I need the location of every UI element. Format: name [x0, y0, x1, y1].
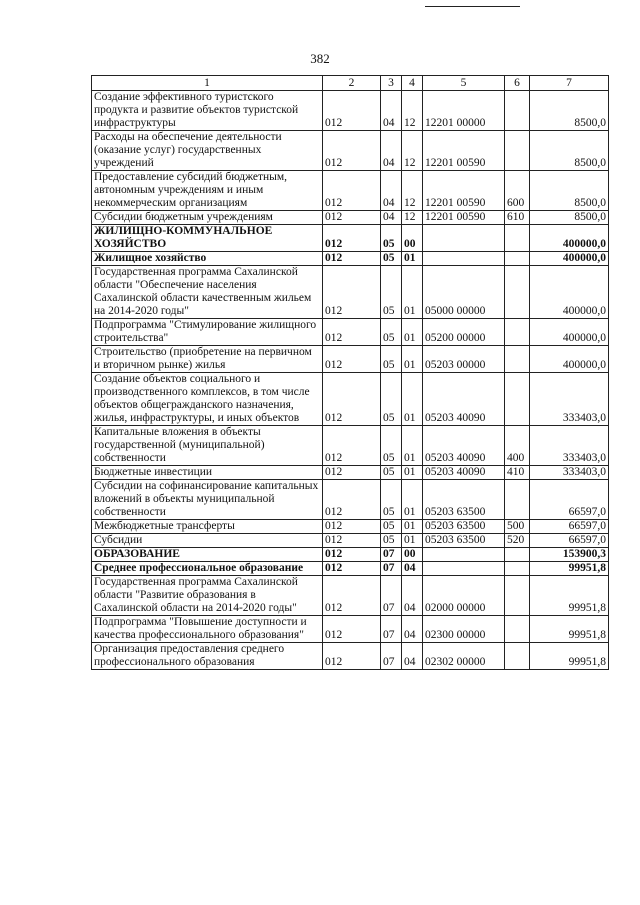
subsection-code-cell: 01 — [402, 319, 423, 346]
section-code-cell: 05 — [381, 225, 402, 252]
target-article-cell: 12201 00000 — [423, 91, 505, 131]
budget-table — [91, 75, 609, 670]
item-name-cell: Создание объектов социального и производственного комплексов, в том числе объектов общегражданского назначения, жилья, инфраструктуры, и иных объектов — [92, 373, 323, 426]
amount-cell: 99951,8 — [530, 616, 609, 643]
section-code-cell: 05 — [381, 346, 402, 373]
section-code-cell: 05 — [381, 319, 402, 346]
item-name-cell: ЖИЛИЩНО-КОММУНАЛЬНОЕ ХОЗЯЙСТВО — [92, 225, 323, 252]
subsection-code-cell: 01 — [402, 466, 423, 480]
item-name-cell: Капитальные вложения в объекты государственной (муниципальной) собственности — [92, 426, 323, 466]
expense-type-cell — [505, 91, 530, 131]
ministry-code-cell: 012 — [323, 319, 381, 346]
table-row — [92, 131, 609, 171]
section-code-cell: 05 — [381, 520, 402, 534]
expense-type-cell: 520 — [505, 534, 530, 548]
target-article-cell: 05203 40090 — [423, 426, 505, 466]
expense-type-cell — [505, 616, 530, 643]
section-code-cell: 05 — [381, 534, 402, 548]
target-article-cell: 12201 00590 — [423, 171, 505, 211]
table-row — [92, 91, 609, 131]
ministry-code-cell: 012 — [323, 520, 381, 534]
header-cell: 7 — [530, 76, 609, 91]
amount-cell: 333403,0 — [530, 426, 609, 466]
section-code-cell: 04 — [381, 171, 402, 211]
table-row — [92, 426, 609, 466]
table-row — [92, 346, 609, 373]
page-number: 382 — [310, 51, 330, 66]
amount-cell: 400000,0 — [530, 266, 609, 319]
table-row — [92, 466, 609, 480]
section-code-cell: 07 — [381, 616, 402, 643]
target-article-cell: 12201 00590 — [423, 211, 505, 225]
subsection-code-cell: 01 — [402, 520, 423, 534]
ministry-code-cell: 012 — [323, 91, 381, 131]
amount-cell: 400000,0 — [530, 346, 609, 373]
item-name-cell: Расходы на обеспечение деятельности (оказание услуг) государственных учреждений — [92, 131, 323, 171]
subsection-code-cell: 12 — [402, 211, 423, 225]
target-article-cell: 05203 63500 — [423, 520, 505, 534]
target-article-cell — [423, 225, 505, 252]
amount-cell: 153900,3 — [530, 548, 609, 562]
subsection-code-cell: 12 — [402, 131, 423, 171]
item-name-cell: Организация предоставления среднего профессионального образования — [92, 643, 323, 670]
item-name-cell: Подпрограмма "Повышение доступности и качества профессионального образования" — [92, 616, 323, 643]
table-row — [92, 643, 609, 670]
item-name-cell: Предоставление субсидий бюджетным, автономным учреждениям и иным некоммерческим организациям — [92, 171, 323, 211]
subsection-code-cell: 01 — [402, 252, 423, 266]
ministry-code-cell: 012 — [323, 534, 381, 548]
expense-type-cell — [505, 346, 530, 373]
expense-type-cell — [505, 576, 530, 616]
subsection-code-cell: 01 — [402, 346, 423, 373]
amount-cell: 333403,0 — [530, 373, 609, 426]
subsection-code-cell: 00 — [402, 548, 423, 562]
header-cell: 6 — [505, 76, 530, 91]
table-row — [92, 225, 609, 252]
subsection-code-cell: 04 — [402, 616, 423, 643]
target-article-cell: 02300 00000 — [423, 616, 505, 643]
item-name-cell: Подпрограмма "Стимулирование жилищного строительства" — [92, 319, 323, 346]
ministry-code-cell: 012 — [323, 643, 381, 670]
amount-cell: 99951,8 — [530, 576, 609, 616]
ministry-code-cell: 012 — [323, 562, 381, 576]
section-code-cell: 05 — [381, 426, 402, 466]
expense-type-cell: 400 — [505, 426, 530, 466]
item-name-cell: Субсидии бюджетным учреждениям — [92, 211, 323, 225]
item-name-cell: Бюджетные инвестиции — [92, 466, 323, 480]
header-cell: 3 — [381, 76, 402, 91]
amount-cell: 400000,0 — [530, 225, 609, 252]
amount-cell: 99951,8 — [530, 562, 609, 576]
table-row — [92, 252, 609, 266]
item-name-cell: Строительство (приобретение на первичном и вторичном рынке) жилья — [92, 346, 323, 373]
table-row — [92, 534, 609, 548]
target-article-cell: 05200 00000 — [423, 319, 505, 346]
amount-cell: 400000,0 — [530, 252, 609, 266]
table-row — [92, 319, 609, 346]
table-row — [92, 520, 609, 534]
ministry-code-cell: 012 — [323, 466, 381, 480]
item-name-cell: Субсидии на софинансирование капитальных вложений в объекты муниципальной собственности — [92, 480, 323, 520]
table-row — [92, 171, 609, 211]
target-article-cell: 05203 40090 — [423, 466, 505, 480]
table-row — [92, 211, 609, 225]
ministry-code-cell: 012 — [323, 548, 381, 562]
item-name-cell: Создание эффективного туристского продукта и развитие объектов туристской инфраструктуры — [92, 91, 323, 131]
target-article-cell: 02000 00000 — [423, 576, 505, 616]
expense-type-cell: 610 — [505, 211, 530, 225]
target-article-cell: 05000 00000 — [423, 266, 505, 319]
target-article-cell: 05203 40090 — [423, 373, 505, 426]
ministry-code-cell: 012 — [323, 252, 381, 266]
section-code-cell: 07 — [381, 576, 402, 616]
item-name-cell: Среднее профессиональное образование — [92, 562, 323, 576]
section-code-cell: 07 — [381, 562, 402, 576]
table-row — [92, 266, 609, 319]
expense-type-cell: 500 — [505, 520, 530, 534]
ministry-code-cell: 012 — [323, 171, 381, 211]
header-cell: 4 — [402, 76, 423, 91]
ministry-code-cell: 012 — [323, 426, 381, 466]
ministry-code-cell: 012 — [323, 211, 381, 225]
subsection-code-cell: 01 — [402, 480, 423, 520]
item-name-cell: Государственная программа Сахалинской области "Обеспечение населения Сахалинской области качественным жильем на 2014-2020 годы" — [92, 266, 323, 319]
expense-type-cell — [505, 562, 530, 576]
header-cell: 5 — [423, 76, 505, 91]
ministry-code-cell: 012 — [323, 266, 381, 319]
expense-type-cell — [505, 373, 530, 426]
top-rule — [425, 6, 520, 7]
section-code-cell: 05 — [381, 373, 402, 426]
target-article-cell: 05203 63500 — [423, 480, 505, 520]
section-code-cell: 05 — [381, 252, 402, 266]
target-article-cell — [423, 562, 505, 576]
ministry-code-cell: 012 — [323, 225, 381, 252]
target-article-cell — [423, 548, 505, 562]
subsection-code-cell: 12 — [402, 91, 423, 131]
section-code-cell: 05 — [381, 466, 402, 480]
subsection-code-cell: 01 — [402, 426, 423, 466]
expense-type-cell: 600 — [505, 171, 530, 211]
amount-cell: 333403,0 — [530, 466, 609, 480]
subsection-code-cell: 04 — [402, 562, 423, 576]
header-cell: 1 — [92, 76, 323, 91]
target-article-cell — [423, 252, 505, 266]
subsection-code-cell: 00 — [402, 225, 423, 252]
section-code-cell: 05 — [381, 480, 402, 520]
expense-type-cell — [505, 643, 530, 670]
subsection-code-cell: 04 — [402, 643, 423, 670]
section-code-cell: 04 — [381, 211, 402, 225]
amount-cell: 66597,0 — [530, 534, 609, 548]
section-code-cell: 05 — [381, 266, 402, 319]
table-row — [92, 548, 609, 562]
subsection-code-cell: 04 — [402, 576, 423, 616]
ministry-code-cell: 012 — [323, 373, 381, 426]
table-body — [92, 91, 609, 670]
expense-type-cell — [505, 548, 530, 562]
ministry-code-cell: 012 — [323, 576, 381, 616]
expense-type-cell — [505, 319, 530, 346]
amount-cell: 99951,8 — [530, 643, 609, 670]
target-article-cell: 02302 00000 — [423, 643, 505, 670]
amount-cell: 8500,0 — [530, 91, 609, 131]
subsection-code-cell: 01 — [402, 534, 423, 548]
header-cell: 2 — [323, 76, 381, 91]
table-row — [92, 616, 609, 643]
expense-type-cell — [505, 225, 530, 252]
amount-cell: 66597,0 — [530, 480, 609, 520]
subsection-code-cell: 01 — [402, 266, 423, 319]
section-code-cell: 07 — [381, 643, 402, 670]
amount-cell: 400000,0 — [530, 319, 609, 346]
item-name-cell: Жилищное хозяйство — [92, 252, 323, 266]
item-name-cell: Межбюджетные трансферты — [92, 520, 323, 534]
header-row — [92, 76, 609, 91]
table-row — [92, 576, 609, 616]
ministry-code-cell: 012 — [323, 480, 381, 520]
amount-cell: 8500,0 — [530, 211, 609, 225]
amount-cell: 66597,0 — [530, 520, 609, 534]
target-article-cell: 05203 63500 — [423, 534, 505, 548]
expense-type-cell — [505, 131, 530, 171]
section-code-cell: 04 — [381, 131, 402, 171]
ministry-code-cell: 012 — [323, 616, 381, 643]
expense-type-cell — [505, 266, 530, 319]
subsection-code-cell: 12 — [402, 171, 423, 211]
item-name-cell: ОБРАЗОВАНИЕ — [92, 548, 323, 562]
expense-type-cell — [505, 480, 530, 520]
subsection-code-cell: 01 — [402, 373, 423, 426]
table-row — [92, 480, 609, 520]
amount-cell: 8500,0 — [530, 131, 609, 171]
amount-cell: 8500,0 — [530, 171, 609, 211]
ministry-code-cell: 012 — [323, 131, 381, 171]
ministry-code-cell: 012 — [323, 346, 381, 373]
item-name-cell: Субсидии — [92, 534, 323, 548]
table-row — [92, 373, 609, 426]
table-row — [92, 562, 609, 576]
target-article-cell: 05203 00000 — [423, 346, 505, 373]
section-code-cell: 07 — [381, 548, 402, 562]
expense-type-cell: 410 — [505, 466, 530, 480]
section-code-cell: 04 — [381, 91, 402, 131]
target-article-cell: 12201 00590 — [423, 131, 505, 171]
expense-type-cell — [505, 252, 530, 266]
item-name-cell: Государственная программа Сахалинской области "Развитие образования в Сахалинской области на 2014-2020 годы" — [92, 576, 323, 616]
